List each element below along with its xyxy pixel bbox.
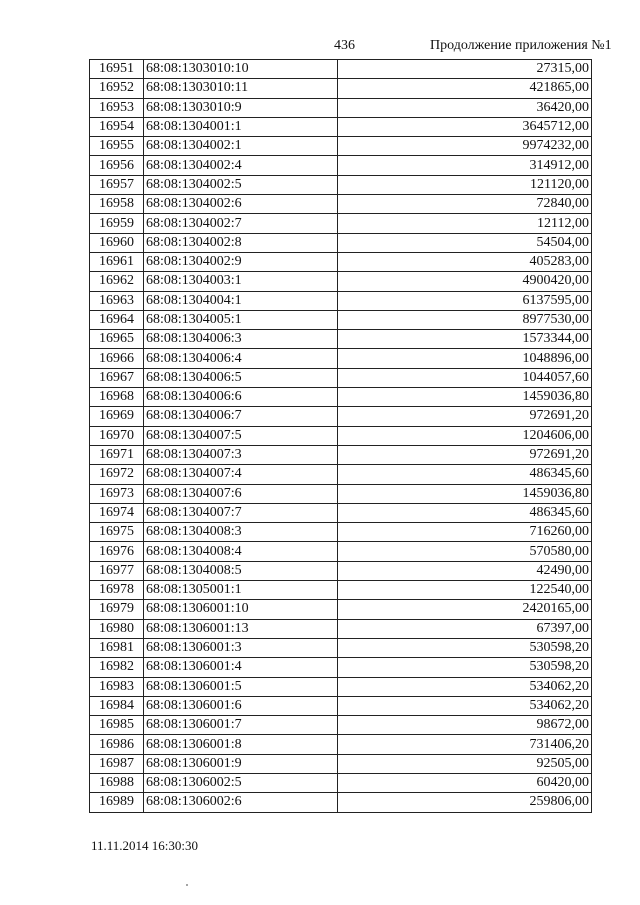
table-row	[90, 156, 592, 175]
cadastral-value-cell: 8977530,00	[338, 310, 592, 329]
cadastral-value-cell: 314912,00	[338, 156, 592, 175]
cadastral-number-cell: 68:08:1304007:4	[144, 465, 338, 484]
table-row	[90, 600, 592, 619]
cadastral-number-cell: 68:08:1304006:7	[144, 407, 338, 426]
table-row	[90, 291, 592, 310]
cadastral-number-cell: 68:08:1304002:4	[144, 156, 338, 175]
row-number-cell: 16952	[90, 79, 144, 98]
cadastral-number-cell: 68:08:1304002:8	[144, 233, 338, 252]
table-row	[90, 619, 592, 638]
row-number-cell: 16976	[90, 542, 144, 561]
cadastral-value-cell: 421865,00	[338, 79, 592, 98]
cadastral-value-cell: 36420,00	[338, 98, 592, 117]
row-number-cell: 16961	[90, 252, 144, 271]
cadastral-number-cell: 68:08:1306001:7	[144, 716, 338, 735]
cadastral-value-cell: 1044057,60	[338, 368, 592, 387]
table-row	[90, 388, 592, 407]
cadastral-number-cell: 68:08:1304001:1	[144, 117, 338, 136]
row-number-cell: 16984	[90, 696, 144, 715]
table-row	[90, 716, 592, 735]
cadastral-value-cell: 67397,00	[338, 619, 592, 638]
row-number-cell: 16975	[90, 523, 144, 542]
table-row	[90, 310, 592, 329]
cadastral-number-cell: 68:08:1305001:1	[144, 581, 338, 600]
cadastral-number-cell: 68:08:1303010:11	[144, 79, 338, 98]
table-row	[90, 638, 592, 657]
table-body	[90, 60, 592, 813]
cadastral-number-cell: 68:08:1304002:5	[144, 175, 338, 194]
row-number-cell: 16965	[90, 330, 144, 349]
row-number-cell: 16954	[90, 117, 144, 136]
cadastral-value-cell: 486345,60	[338, 465, 592, 484]
row-number-cell: 16955	[90, 137, 144, 156]
table-row	[90, 793, 592, 812]
row-number-cell: 16973	[90, 484, 144, 503]
cadastral-number-cell: 68:08:1306001:5	[144, 677, 338, 696]
table-row	[90, 735, 592, 754]
cadastral-value-cell: 570580,00	[338, 542, 592, 561]
cadastral-number-cell: 68:08:1304006:6	[144, 388, 338, 407]
cadastral-value-cell: 1459036,80	[338, 484, 592, 503]
row-number-cell: 16956	[90, 156, 144, 175]
row-number-cell: 16989	[90, 793, 144, 812]
table-row	[90, 696, 592, 715]
cadastral-number-cell: 68:08:1304002:1	[144, 137, 338, 156]
table-row	[90, 349, 592, 368]
table-row	[90, 773, 592, 792]
cadastral-value-cell: 4900420,00	[338, 272, 592, 291]
cadastral-value-cell: 121120,00	[338, 175, 592, 194]
cadastral-value-cell: 530598,20	[338, 638, 592, 657]
table-row	[90, 581, 592, 600]
cadastral-number-cell: 68:08:1306001:13	[144, 619, 338, 638]
cadastral-number-cell: 68:08:1304005:1	[144, 310, 338, 329]
row-number-cell: 16988	[90, 773, 144, 792]
row-number-cell: 16963	[90, 291, 144, 310]
cadastral-number-cell: 68:08:1306002:5	[144, 773, 338, 792]
row-number-cell: 16966	[90, 349, 144, 368]
table-row	[90, 252, 592, 271]
row-number-cell: 16982	[90, 658, 144, 677]
table-row	[90, 754, 592, 773]
cadastral-number-cell: 68:08:1304008:4	[144, 542, 338, 561]
page-number: 436	[334, 38, 355, 53]
cadastral-value-cell: 534062,20	[338, 677, 592, 696]
table-row	[90, 330, 592, 349]
cadastral-number-cell: 68:08:1304006:4	[144, 349, 338, 368]
cadastral-number-cell: 68:08:1304006:5	[144, 368, 338, 387]
row-number-cell: 16951	[90, 60, 144, 79]
row-number-cell: 16980	[90, 619, 144, 638]
table-row	[90, 445, 592, 464]
row-number-cell: 16985	[90, 716, 144, 735]
cadastral-number-cell: 68:08:1306002:6	[144, 793, 338, 812]
continuation-title: Продолжение приложения №1	[430, 38, 612, 53]
table-row	[90, 98, 592, 117]
row-number-cell: 16983	[90, 677, 144, 696]
table-row	[90, 214, 592, 233]
cadastral-value-cell: 1204606,00	[338, 426, 592, 445]
cadastral-number-cell: 68:08:1304004:1	[144, 291, 338, 310]
cadastral-number-cell: 68:08:1306001:3	[144, 638, 338, 657]
table-row	[90, 426, 592, 445]
row-number-cell: 16957	[90, 175, 144, 194]
cadastral-value-cell: 9974232,00	[338, 137, 592, 156]
cadastral-number-cell: 68:08:1304007:5	[144, 426, 338, 445]
cadastral-value-cell: 486345,60	[338, 503, 592, 522]
cadastral-value-cell: 72840,00	[338, 195, 592, 214]
cadastral-number-cell: 68:08:1306001:9	[144, 754, 338, 773]
cadastral-value-cell: 6137595,00	[338, 291, 592, 310]
cadastral-value-cell: 27315,00	[338, 60, 592, 79]
cadastral-number-cell: 68:08:1304002:6	[144, 195, 338, 214]
row-number-cell: 16970	[90, 426, 144, 445]
cadastral-number-cell: 68:08:1304008:3	[144, 523, 338, 542]
table-row	[90, 195, 592, 214]
cadastral-number-cell: 68:08:1304007:3	[144, 445, 338, 464]
cadastral-number-cell: 68:08:1304006:3	[144, 330, 338, 349]
table-row	[90, 175, 592, 194]
table-row	[90, 60, 592, 79]
cadastral-number-cell: 68:08:1304007:6	[144, 484, 338, 503]
scan-speck	[186, 884, 188, 886]
row-number-cell: 16977	[90, 561, 144, 580]
cadastral-value-cell: 12112,00	[338, 214, 592, 233]
cadastral-value-cell: 98672,00	[338, 716, 592, 735]
cadastral-number-cell: 68:08:1304002:9	[144, 252, 338, 271]
table-row	[90, 542, 592, 561]
cadastral-value-cell: 534062,20	[338, 696, 592, 715]
cadastral-value-cell: 60420,00	[338, 773, 592, 792]
cadastral-number-cell: 68:08:1306001:6	[144, 696, 338, 715]
cadastral-value-cell: 405283,00	[338, 252, 592, 271]
row-number-cell: 16986	[90, 735, 144, 754]
cadastral-value-cell: 1573344,00	[338, 330, 592, 349]
row-number-cell: 16960	[90, 233, 144, 252]
row-number-cell: 16959	[90, 214, 144, 233]
row-number-cell: 16971	[90, 445, 144, 464]
cadastral-number-cell: 68:08:1303010:9	[144, 98, 338, 117]
table-row	[90, 484, 592, 503]
row-number-cell: 16953	[90, 98, 144, 117]
cadastral-value-cell: 716260,00	[338, 523, 592, 542]
cadastral-number-cell: 68:08:1306001:4	[144, 658, 338, 677]
table-row	[90, 677, 592, 696]
table-row	[90, 117, 592, 136]
cadastral-number-cell: 68:08:1304003:1	[144, 272, 338, 291]
cadastral-number-cell: 68:08:1304002:7	[144, 214, 338, 233]
cadastral-value-cell: 42490,00	[338, 561, 592, 580]
cadastral-value-cell: 731406,20	[338, 735, 592, 754]
table-row	[90, 523, 592, 542]
cadastral-value-cell: 972691,20	[338, 445, 592, 464]
cadastral-value-cell: 54504,00	[338, 233, 592, 252]
row-number-cell: 16974	[90, 503, 144, 522]
cadastral-value-cell: 530598,20	[338, 658, 592, 677]
table-row	[90, 658, 592, 677]
cadastral-number-cell: 68:08:1304007:7	[144, 503, 338, 522]
cadastral-value-cell: 2420165,00	[338, 600, 592, 619]
cadastral-number-cell: 68:08:1304008:5	[144, 561, 338, 580]
cadastral-value-cell: 259806,00	[338, 793, 592, 812]
row-number-cell: 16987	[90, 754, 144, 773]
table-row	[90, 561, 592, 580]
row-number-cell: 16967	[90, 368, 144, 387]
table-row	[90, 272, 592, 291]
table-row	[90, 137, 592, 156]
row-number-cell: 16962	[90, 272, 144, 291]
row-number-cell: 16964	[90, 310, 144, 329]
cadastral-value-cell: 972691,20	[338, 407, 592, 426]
cadastral-number-cell: 68:08:1306001:10	[144, 600, 338, 619]
row-number-cell: 16981	[90, 638, 144, 657]
cadastral-value-cell: 1459036,80	[338, 388, 592, 407]
row-number-cell: 16969	[90, 407, 144, 426]
table-row	[90, 233, 592, 252]
row-number-cell: 16968	[90, 388, 144, 407]
cadastral-value-cell: 1048896,00	[338, 349, 592, 368]
row-number-cell: 16979	[90, 600, 144, 619]
cadastral-value-cell: 122540,00	[338, 581, 592, 600]
table-row	[90, 465, 592, 484]
table-row	[90, 368, 592, 387]
table-row	[90, 503, 592, 522]
row-number-cell: 16978	[90, 581, 144, 600]
cadastral-value-cell: 92505,00	[338, 754, 592, 773]
cadastral-value-cell: 3645712,00	[338, 117, 592, 136]
footer-timestamp: 11.11.2014 16:30:30	[91, 838, 199, 853]
cadastral-number-cell: 68:08:1303010:10	[144, 60, 338, 79]
table-row	[90, 79, 592, 98]
row-number-cell: 16958	[90, 195, 144, 214]
row-number-cell: 16972	[90, 465, 144, 484]
cadastral-number-cell: 68:08:1306001:8	[144, 735, 338, 754]
cadastral-value-table	[89, 59, 592, 813]
table-row	[90, 407, 592, 426]
